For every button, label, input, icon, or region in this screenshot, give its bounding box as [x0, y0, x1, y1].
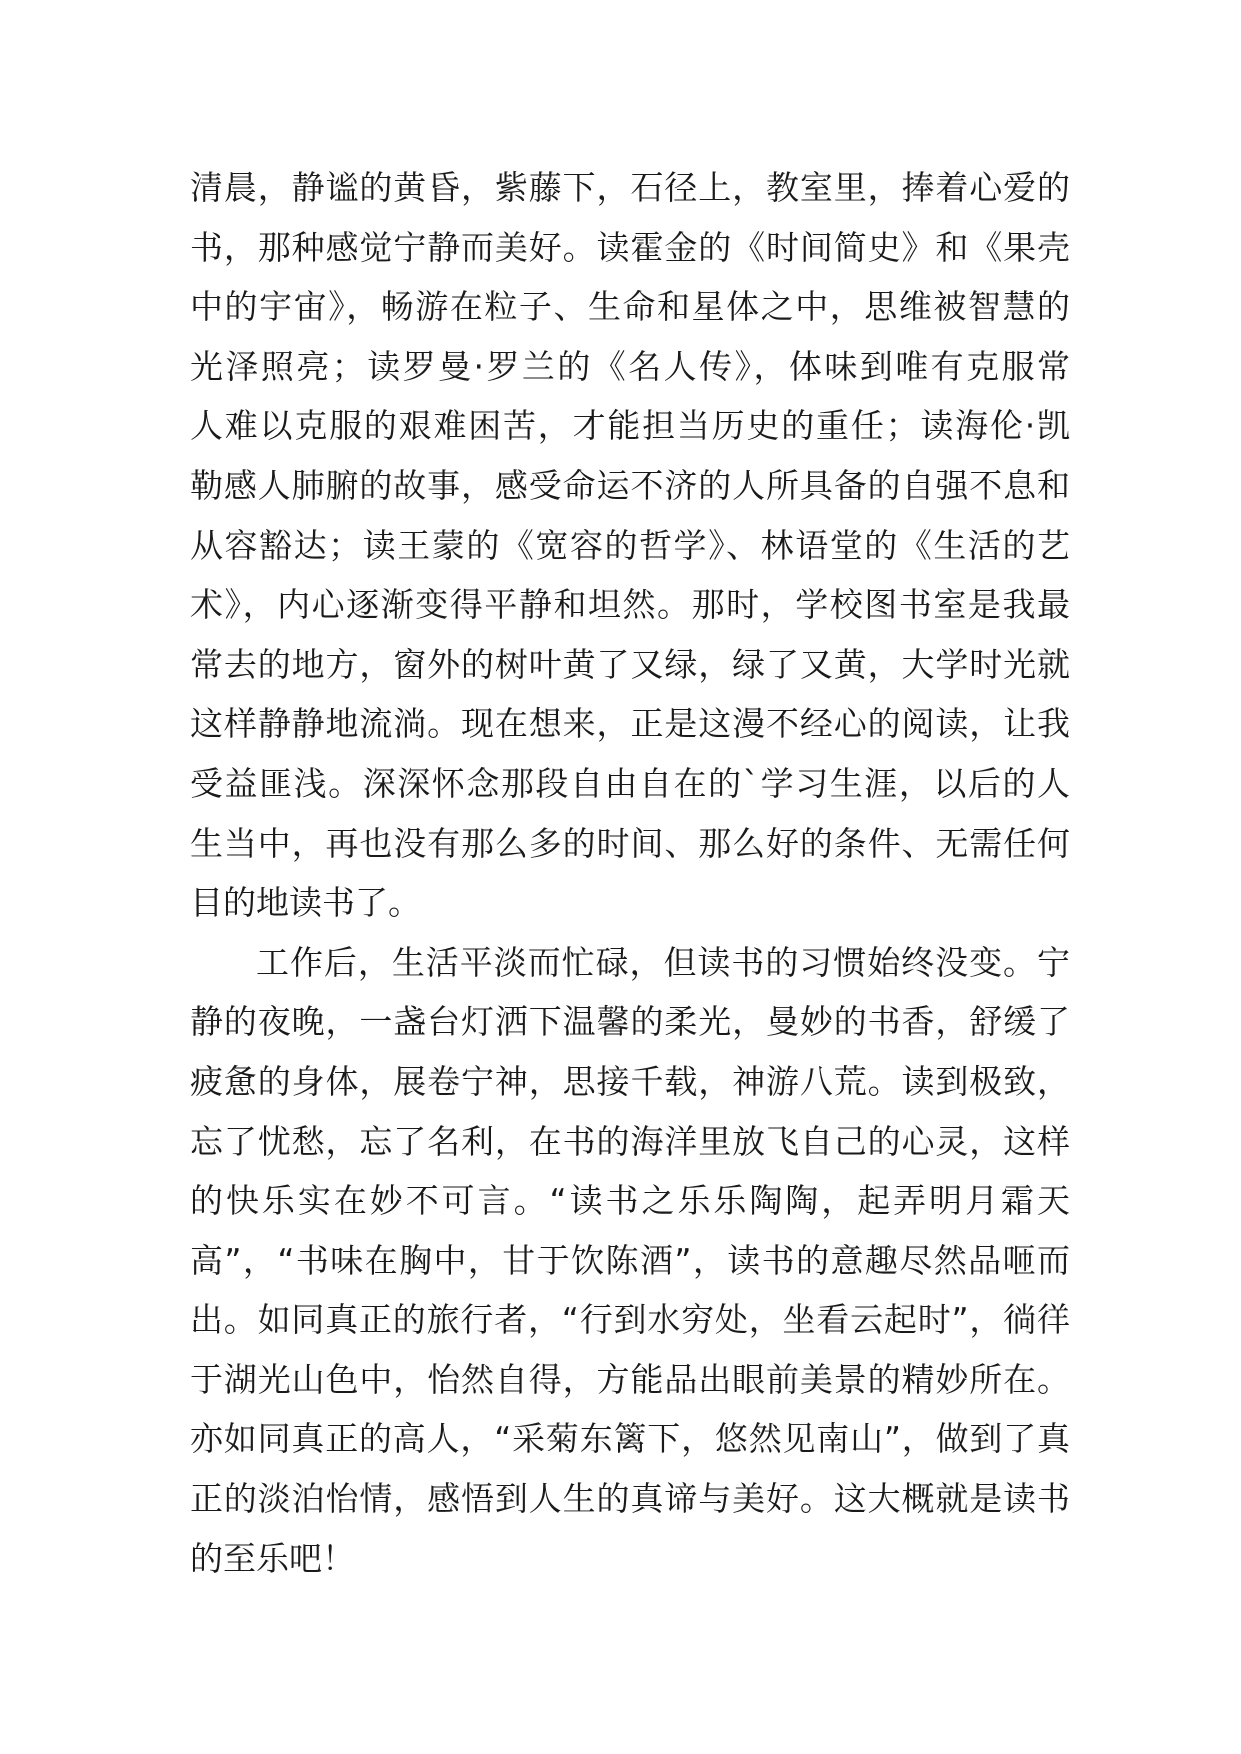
- text-line: 正的淡泊怡情，感悟到人生的真谛与美好。这大概就是读书: [190, 1479, 1070, 1519]
- text-line: 清晨，静谧的黄昏，紫藤下，石径上，教室里，捧着心爱的: [190, 168, 1070, 207]
- text-line: 术》，内心逐渐变得平静和坦然。那时，学校图书室是我最: [190, 585, 1070, 625]
- text-line: 从容豁达；读王蒙的《宽容的哲学》、林语堂的《生活的艺: [190, 525, 1070, 565]
- text-line: 静的夜晚，一盏台灯洒下温馨的柔光，曼妙的书香，舒缓了: [190, 1002, 1070, 1042]
- paragraph-start-line: 工作后，生活平淡而忙碌，但读书的习惯始终没变。宁: [256, 942, 1070, 982]
- text-line: 生当中，再也没有那么多的时间、那么好的条件、无需任何: [190, 823, 1070, 863]
- text-line: 光泽照亮；读罗曼·罗兰的《名人传》，体味到唯有克服常: [190, 346, 1070, 386]
- text-line: 人难以克服的艰难困苦，才能担当历史的重任；读海伦·凯: [190, 406, 1070, 446]
- text-line: 勒感人肺腑的故事，感受命运不济的人所具备的自强不息和: [190, 465, 1070, 505]
- text-line: 常去的地方，窗外的树叶黄了又绿，绿了又黄，大学时光就: [190, 644, 1070, 684]
- text-line: 这样静静地流淌。现在想来，正是这漫不经心的阅读，让我: [190, 704, 1070, 744]
- text-line: 中的宇宙》，畅游在粒子、生命和星体之中，思维被智慧的: [190, 287, 1070, 327]
- text-line: 亦如同真正的高人，“采菊东篱下，悠然见南山”，做到了真: [190, 1419, 1070, 1459]
- text-line: 受益匪浅。深深怀念那段自由自在的`学习生涯，以后的人: [190, 763, 1070, 803]
- text-line: 于湖光山色中，怡然自得，方能品出眼前美景的精妙所在。: [190, 1359, 1070, 1399]
- body-text: [190, 158, 1070, 1588]
- text-line: 忘了忧愁，忘了名利，在书的海洋里放飞自己的心灵，这样: [190, 1121, 1070, 1161]
- text-line: 出。如同真正的旅行者，“行到水穷处，坐看云起时”，徜徉: [190, 1300, 1070, 1340]
- text-line: 书，那种感觉宁静而美好。读霍金的《时间简史》和《果壳: [190, 227, 1070, 267]
- text-line: 疲惫的身体，展卷宁神，思接千载，神游八荒。读到极致，: [190, 1061, 1070, 1101]
- paragraph-end-line: 的至乐吧！: [190, 1538, 355, 1578]
- paragraph-end-line: 目的地读书了。: [190, 883, 421, 923]
- text-line: 高”，“书味在胸中，甘于饮陈酒”，读书的意趣尽然品咂而: [190, 1240, 1070, 1280]
- text-line: 的快乐实在妙不可言。“读书之乐乐陶陶，起弄明月霜天: [190, 1181, 1070, 1221]
